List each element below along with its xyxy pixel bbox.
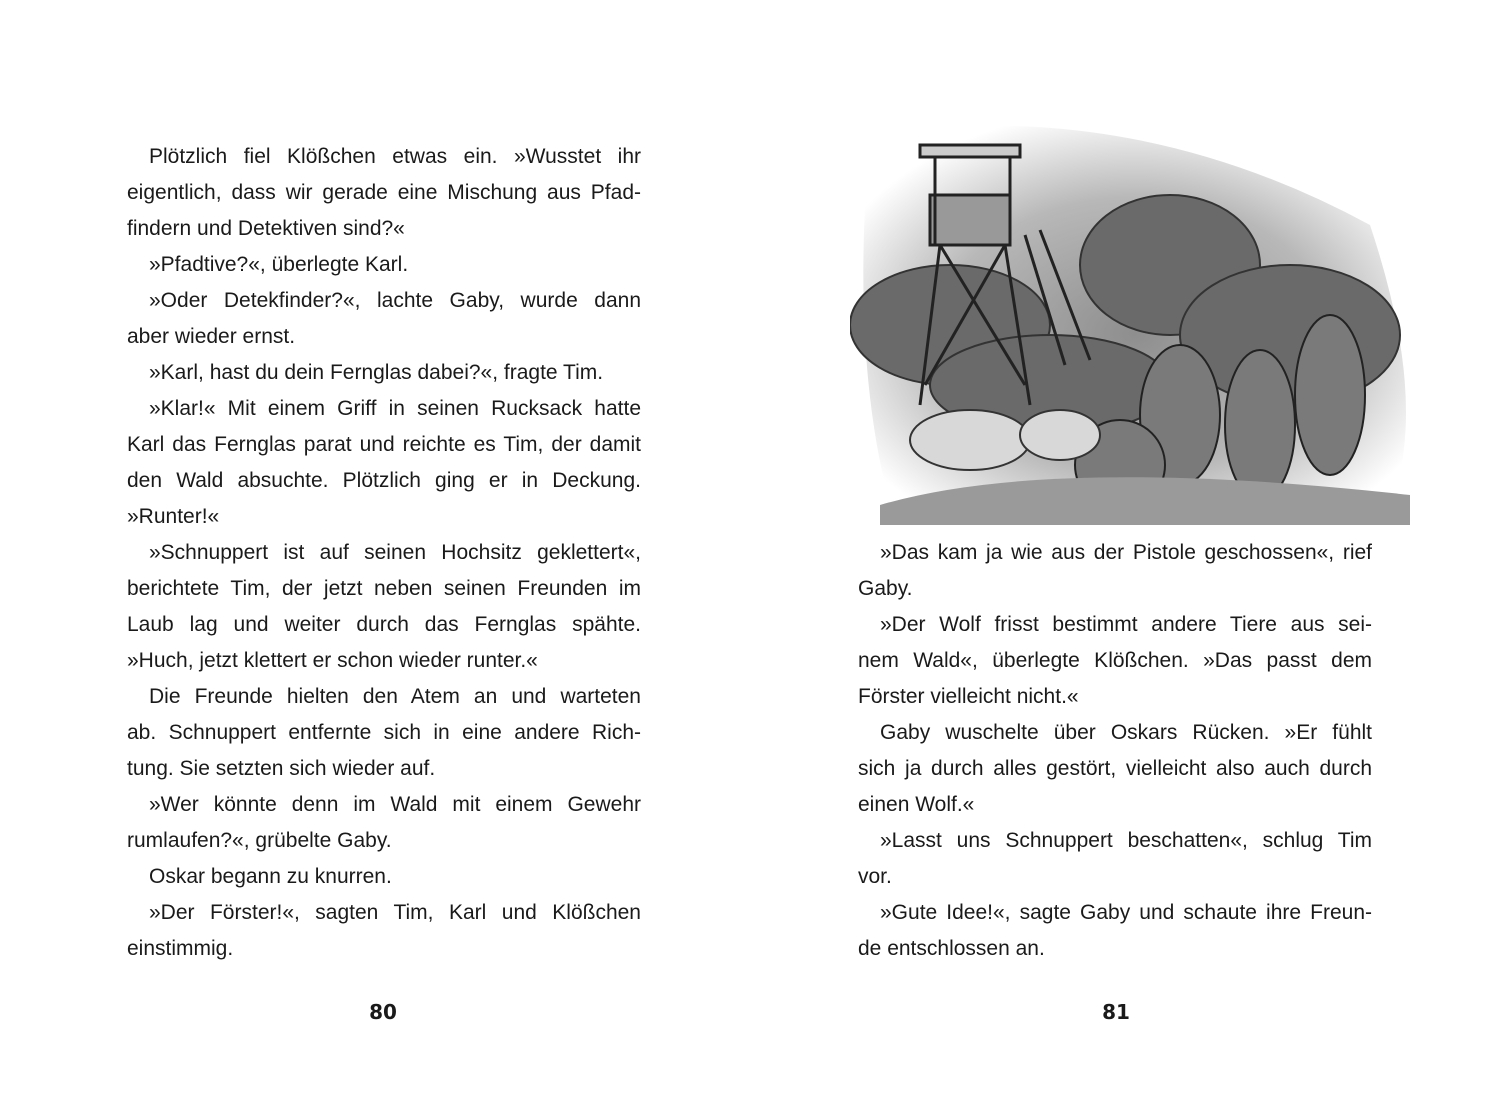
text-line: »Der Förster!«, sagten Tim, Karl und Klößchen — [149, 901, 641, 924]
text-line: »Lasst uns Schnuppert beschatten«, schlug Tim — [880, 829, 1372, 852]
text-line: Karl das Fernglas parat und reichte es Tim, der damit — [127, 433, 641, 456]
text-line: »Runter!« — [127, 505, 220, 528]
text-line: ab. Schnuppert entfernte sich in eine andere Rich- — [127, 721, 641, 744]
text-line: aber wieder ernst. — [127, 325, 296, 348]
text-line: Plötzlich fiel Klößchen etwas ein. »Wusstet ihr — [149, 145, 641, 168]
text-line: »Pfadtive?«, überlegte Karl. — [149, 253, 409, 276]
text-line: Die Freunde hielten den Atem an und warteten — [149, 685, 641, 708]
text-line: »Schnuppert ist auf seinen Hochsitz geklettert«, — [149, 541, 641, 564]
text-line: »Der Wolf frisst bestimmt andere Tiere aus sei- — [880, 613, 1372, 636]
text-line: tung. Sie setzten sich wieder auf. — [127, 757, 436, 780]
illustration-hunting-stand — [850, 105, 1420, 525]
text-line: einen Wolf.« — [858, 793, 975, 816]
text-line: findern und Detektiven sind?« — [127, 217, 405, 240]
text-line: Laub lag und weiter durch das Fernglas spähte. — [127, 613, 641, 636]
left-page-text — [127, 139, 641, 967]
text-line: »Gute Idee!«, sagte Gaby und schaute ihre Freun- — [880, 901, 1372, 924]
text-line: »Huch, jetzt klettert er schon wieder runter.« — [127, 649, 538, 672]
text-line: einstimmig. — [127, 937, 234, 960]
text-line: Gaby wuschelte über Oskars Rücken. »Er fühlt — [880, 721, 1372, 744]
text-line: »Wer könnte denn im Wald mit einem Gewehr — [149, 793, 641, 816]
text-line: sich ja durch alles gestört, vielleicht also auch durch — [858, 757, 1372, 780]
text-line: rumlaufen?«, grübelte Gaby. — [127, 829, 392, 852]
text-line: Gaby. — [858, 577, 913, 600]
right-page-text — [858, 535, 1372, 967]
text-line: »Oder Detekfinder?«, lachte Gaby, wurde dann — [149, 289, 641, 312]
text-line: »Klar!« Mit einem Griff in seinen Rucksack hatte — [149, 397, 641, 420]
text-line: »Das kam ja wie aus der Pistole geschossen«, rief — [880, 541, 1372, 564]
text-line: de entschlossen an. — [858, 937, 1045, 960]
text-line: Förster vielleicht nicht.« — [858, 685, 1079, 708]
page-number-left: 80 — [369, 1000, 397, 1024]
text-line: berichtete Tim, der jetzt neben seinen Freunden im — [127, 577, 641, 600]
text-line: den Wald absuchte. Plötzlich ging er in Deckung. — [127, 469, 641, 492]
text-line: vor. — [858, 865, 892, 888]
text-line: Oskar begann zu knurren. — [149, 865, 392, 888]
text-line: nem Wald«, überlegte Klößchen. »Das passt dem — [858, 649, 1372, 672]
text-line: eigentlich, dass wir gerade eine Mischung aus Pfad- — [127, 181, 641, 204]
page-number-right: 81 — [1102, 1000, 1130, 1024]
text-line: »Karl, hast du dein Fernglas dabei?«, fragte Tim. — [149, 361, 604, 384]
